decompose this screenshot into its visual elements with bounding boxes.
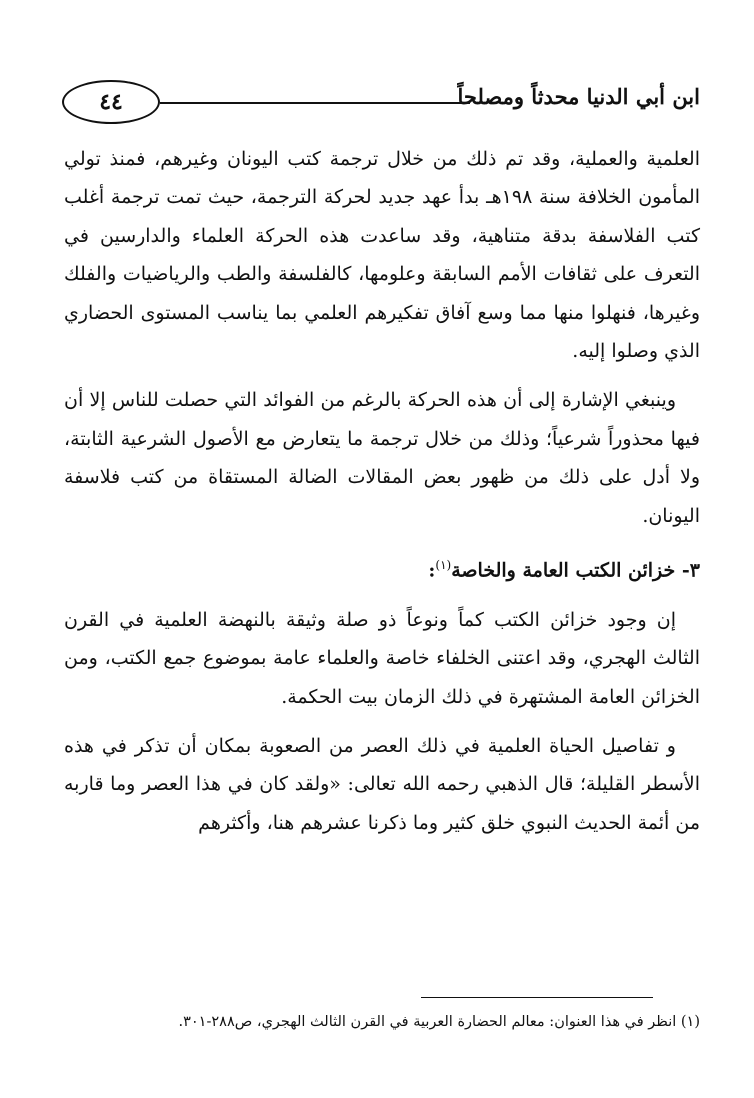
header-rule bbox=[160, 102, 470, 104]
section-heading bbox=[64, 546, 700, 590]
page-number-oval bbox=[62, 80, 160, 124]
page-header bbox=[62, 74, 700, 132]
running-title: ابن أبي الدنيا محدثاً ومصلحاً bbox=[457, 84, 700, 109]
paragraph-4: و تفاصيل الحياة العلمية في ذلك العصر من الصعوبة بمكان أن تذكر في هذه الأسطر القليلة؛ قال الذهبي رحمه الله تعالى: «ولقد كان في هذا العصر وما قاربه من أئمة الحديث النبوي خلق كثير وما ذكرنا عشرهم هنا، وأكثرهم bbox=[64, 735, 700, 834]
paragraph-3: إن وجود خزائن الكتب كماً ونوعاً ذو صلة وثيقة بالنهضة العلمية في القرن الثالث الهجري، وقد اعتنى الخلفاء خاصة والعلماء عامة بموضوع جمع الكتب، ومن الخزائن العامة المشتهرة في ذلك الزمان بيت الحكمة. bbox=[64, 608, 700, 708]
footnote: (١) انظر في هذا العنوان: معالم الحضارة العربية في القرن الثالث الهجري، ص٢٨٨-٣٠١. bbox=[178, 1014, 700, 1030]
footnote-ref[interactable]: (١) bbox=[435, 558, 452, 573]
paragraph-1: العلمية والعملية، وقد تم ذلك من خلال ترجمة كتب اليونان وغيرهم، فمنذ تولي المأمون الخلافة سنة ١٩٨هـ بدأ عهد جديد لحركة الترجمة، حيث تمت ترجمة أغلب كتب الفلاسفة بدقة متناهية، وقد ساعدت هذه الحركة العلماء والدارسين في التعرف على ثقافات الأمم السابقة وعلومها، كالفلسفة والطب والرياضيات والفلك وغيرها، فنهلوا منها مما وسع آفاق تفكيرهم العلمي بما يناسب المستوى الحضاري الذي وصلوا إليه. bbox=[64, 148, 701, 363]
paragraph-2: وينبغي الإشارة إلى أن هذه الحركة بالرغم من الفوائد التي حصلت للناس إلا أن فيها محذوراً شرعياً؛ وذلك من خلال ترجمة ما يتعارض مع الأصول الشرعية الثابتة، ولا أدل على ذلك من ظهور بعض المقالات الضالة المستقاة من كتب فلاسفة اليونان. bbox=[64, 389, 700, 527]
section-heading-text: ٣- خزائن الكتب العامة والخاصة bbox=[451, 559, 700, 582]
page-number: ٤٤ bbox=[99, 89, 123, 115]
footnote-rule bbox=[421, 997, 653, 998]
section-heading-colon: : bbox=[428, 559, 436, 582]
body-text bbox=[64, 140, 700, 842]
